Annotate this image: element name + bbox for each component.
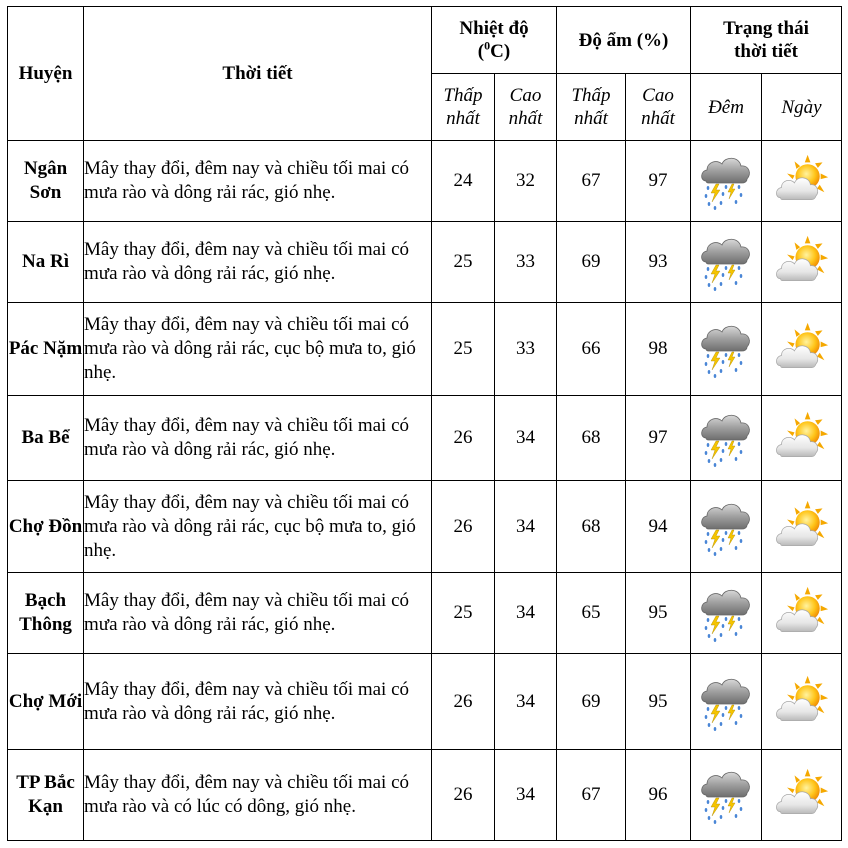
table-row xyxy=(8,654,842,750)
humidity-max-value: 93 xyxy=(626,222,691,303)
humidity-max-value: 97 xyxy=(626,396,691,481)
temp-max-value: 34 xyxy=(495,481,557,573)
temp-max-value: 34 xyxy=(495,573,557,654)
humidity-min-value: 65 xyxy=(557,573,626,654)
temp-min-value: 24 xyxy=(432,141,495,222)
humidity-max-value: 94 xyxy=(626,481,691,573)
header-temperature-label: Nhiệt độ xyxy=(459,18,529,39)
night-status-cell xyxy=(691,750,762,841)
header-row-main xyxy=(8,7,842,74)
humidity-max-value: 95 xyxy=(626,573,691,654)
night-status-cell xyxy=(691,222,762,303)
humidity-min-value: 69 xyxy=(557,222,626,303)
humidity-max-value: 97 xyxy=(626,141,691,222)
header-humidity-min: Thấp nhất xyxy=(557,74,626,141)
district-name: Chợ Mới xyxy=(8,654,84,750)
district-name: Bạch Thông xyxy=(8,573,84,654)
district-name: Chợ Đồn xyxy=(8,481,84,573)
night-status-cell xyxy=(691,481,762,573)
humidity-min-value: 67 xyxy=(557,750,626,841)
day-status-cell xyxy=(762,222,842,303)
weather-description: Mây thay đổi, đêm nay và chiều tối mai có mưa rào và dông rải rác, gió nhẹ. xyxy=(84,573,432,654)
day-status-cell xyxy=(762,750,842,841)
weather-description: Mây thay đổi, đêm nay và chiều tối mai có mưa rào và dông rải rác, cục bộ mưa to, gió nhẹ. xyxy=(84,303,432,396)
table-row xyxy=(8,750,842,841)
night-status-cell xyxy=(691,654,762,750)
sun-behind-cloud-icon xyxy=(774,319,830,379)
day-status-cell xyxy=(762,573,842,654)
table-body xyxy=(8,141,842,841)
humidity-min-value: 68 xyxy=(557,396,626,481)
district-name: Ba Bể xyxy=(8,396,84,481)
temp-min-value: 25 xyxy=(432,303,495,396)
weather-description: Mây thay đổi, đêm nay và chiều tối mai có mưa rào và dông rải rác, gió nhẹ. xyxy=(84,396,432,481)
temp-max-value: 33 xyxy=(495,222,557,303)
temp-max-value: 34 xyxy=(495,396,557,481)
temp-max-value: 33 xyxy=(495,303,557,396)
table-row xyxy=(8,141,842,222)
sun-behind-cloud-icon xyxy=(774,151,830,211)
rain-thunder-cloud-icon xyxy=(698,672,754,732)
rain-thunder-cloud-icon xyxy=(698,151,754,211)
day-status-cell xyxy=(762,396,842,481)
sun-behind-cloud-icon xyxy=(774,408,830,468)
humidity-min-value: 67 xyxy=(557,141,626,222)
temp-min-value: 26 xyxy=(432,750,495,841)
weather-description: Mây thay đổi, đêm nay và chiều tối mai có mưa rào và dông rải rác, gió nhẹ. xyxy=(84,141,432,222)
humidity-min-value: 68 xyxy=(557,481,626,573)
header-temp-max: Cao nhất xyxy=(495,74,557,141)
rain-thunder-cloud-icon xyxy=(698,408,754,468)
weather-description: Mây thay đổi, đêm nay và chiều tối mai có mưa rào và dông rải rác, cục bộ mưa to, gió nhẹ. xyxy=(84,481,432,573)
night-status-cell xyxy=(691,573,762,654)
district-name: Na Rì xyxy=(8,222,84,303)
weather-description: Mây thay đổi, đêm nay và chiều tối mai có mưa rào và dông rải rác, gió nhẹ. xyxy=(84,222,432,303)
header-humidity-max: Cao nhất xyxy=(626,74,691,141)
header-temperature xyxy=(432,7,557,74)
district-name: Pác Nặm xyxy=(8,303,84,396)
sun-behind-cloud-icon xyxy=(774,497,830,557)
humidity-max-value: 98 xyxy=(626,303,691,396)
header-humidity: Độ ẩm (%) xyxy=(557,7,691,74)
temp-min-value: 26 xyxy=(432,396,495,481)
rain-thunder-cloud-icon xyxy=(698,232,754,292)
rain-thunder-cloud-icon xyxy=(698,497,754,557)
header-weather: Thời tiết xyxy=(84,7,432,141)
sun-behind-cloud-icon xyxy=(774,672,830,732)
table-row xyxy=(8,396,842,481)
table-row xyxy=(8,222,842,303)
sun-behind-cloud-icon xyxy=(774,765,830,825)
temp-min-value: 26 xyxy=(432,481,495,573)
district-name: Ngân Sơn xyxy=(8,141,84,222)
temp-min-value: 26 xyxy=(432,654,495,750)
rain-thunder-cloud-icon xyxy=(698,765,754,825)
header-temp-min: Thấp nhất xyxy=(432,74,495,141)
weather-forecast-table xyxy=(7,6,842,841)
header-district: Huyện xyxy=(8,7,84,141)
night-status-cell xyxy=(691,396,762,481)
humidity-min-value: 69 xyxy=(557,654,626,750)
table-row xyxy=(8,573,842,654)
day-status-cell xyxy=(762,141,842,222)
sun-behind-cloud-icon xyxy=(774,232,830,292)
humidity-min-value: 66 xyxy=(557,303,626,396)
table-row xyxy=(8,303,842,396)
temp-min-value: 25 xyxy=(432,222,495,303)
day-status-cell xyxy=(762,654,842,750)
temp-max-value: 34 xyxy=(495,654,557,750)
header-night: Đêm xyxy=(691,74,762,141)
temp-max-value: 34 xyxy=(495,750,557,841)
sun-behind-cloud-icon xyxy=(774,583,830,643)
rain-thunder-cloud-icon xyxy=(698,583,754,643)
night-status-cell xyxy=(691,141,762,222)
night-status-cell xyxy=(691,303,762,396)
weather-description: Mây thay đổi, đêm nay và chiều tối mai có mưa rào và dông rải rác, gió nhẹ. xyxy=(84,654,432,750)
header-weather-status: Trạng thái thời tiết xyxy=(691,7,842,74)
table-row xyxy=(8,481,842,573)
humidity-max-value: 95 xyxy=(626,654,691,750)
humidity-max-value: 96 xyxy=(626,750,691,841)
header-temperature-unit-open: ( xyxy=(477,41,485,62)
header-temperature-unit-sup: 0 xyxy=(484,38,491,53)
temp-min-value: 25 xyxy=(432,573,495,654)
district-name: TP Bắc Kạn xyxy=(8,750,84,841)
day-status-cell xyxy=(762,481,842,573)
temp-max-value: 32 xyxy=(495,141,557,222)
day-status-cell xyxy=(762,303,842,396)
rain-thunder-cloud-icon xyxy=(698,319,754,379)
header-day: Ngày xyxy=(762,74,842,141)
weather-description: Mây thay đổi, đêm nay và chiều tối mai có mưa rào và có lúc có dông, gió nhẹ. xyxy=(84,750,432,841)
header-temperature-unit-close: C) xyxy=(490,41,511,62)
